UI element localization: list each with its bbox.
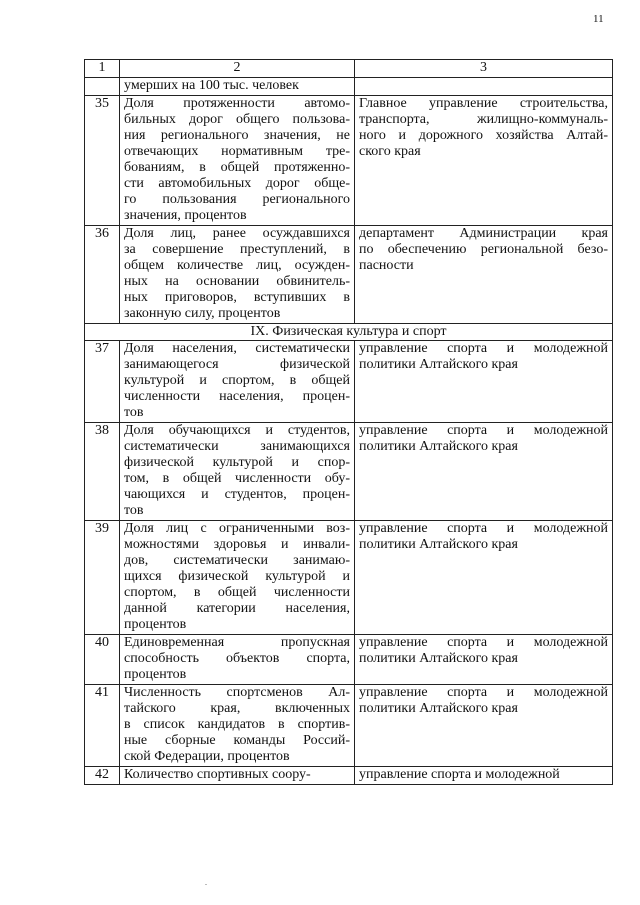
indicator-text-line: Количество спортивных соору-: [124, 767, 311, 782]
continuation-number-cell: [85, 78, 120, 96]
indicator-text-line: ных на основании обвинитель-: [124, 274, 350, 289]
responsible-cell: [355, 341, 613, 423]
indicator-text-line: Численность спортсменов Ал-: [124, 685, 350, 700]
responsible-cell: [355, 767, 613, 785]
responsible-text-line: политики Алтайского края: [359, 701, 518, 716]
responsible-text-line: транспорта, жилищно-коммуналь-: [359, 112, 608, 127]
indicator-text-line: физической культурой и спор-: [124, 455, 350, 470]
indicator-text-line: культурой и спортом, в общей: [124, 373, 350, 388]
indicator-text-line: Доля обучающихся и студентов,: [124, 423, 350, 438]
column-header-3: 3: [355, 60, 613, 78]
indicator-text-line: отвечающих нормативным тре-: [124, 144, 350, 159]
responsible-text-line: управление спорта и молодежной: [359, 635, 608, 650]
indicator-text-line: тов: [124, 503, 144, 518]
section-title: IX. Физическая культура и спорт: [85, 324, 613, 341]
responsible-text-line: политики Алтайского края: [359, 357, 518, 372]
indicator-text-line: в список кандидатов в спортив-: [124, 717, 350, 732]
table-header-row: [85, 60, 613, 78]
table-row: [85, 767, 613, 785]
row-number: 40: [85, 635, 120, 685]
indicator-text-line: ния регионального значения, не: [124, 128, 350, 143]
responsible-text-line: управление спорта и молодежной: [359, 423, 608, 438]
indicator-text-line: го пользования регионального: [124, 192, 350, 207]
indicator-text-line: способность объектов спорта,: [124, 651, 350, 666]
table-row: [85, 226, 613, 324]
row-number: 41: [85, 685, 120, 767]
indicators-table: [84, 59, 613, 785]
indicator-text-line: Доля лиц с ограниченными воз-: [124, 521, 350, 536]
responsible-cell: [355, 635, 613, 685]
continuation-responsible-cell: [355, 78, 613, 96]
indicator-text-line: ных приговоров, вступивших в: [124, 290, 350, 305]
table-row: [85, 635, 613, 685]
indicator-text-line: Доля лиц, ранее осуждавшихся: [124, 226, 350, 241]
indicator-text-line: бованиям, в общей протяженно-: [124, 160, 350, 175]
responsible-text-line: Главное управление строительства,: [359, 96, 608, 111]
indicator-text-line: общем количестве лиц, осужден-: [124, 258, 350, 273]
responsible-text-line: управление спорта и молодежной: [359, 767, 560, 782]
responsible-cell: [355, 226, 613, 324]
row-number: 42: [85, 767, 120, 785]
table-row: [85, 521, 613, 635]
continuation-indicator-cell: [120, 78, 355, 96]
indicator-cell: [120, 521, 355, 635]
responsible-cell: [355, 96, 613, 226]
table-row: [85, 423, 613, 521]
scan-speck: [205, 884, 207, 885]
responsible-text-line: ского края: [359, 144, 421, 159]
responsible-text-line: управление спорта и молодежной: [359, 341, 608, 356]
indicator-text-line: данной категории населения,: [124, 601, 350, 616]
indicator-text-line: дов, систематически занимаю-: [124, 553, 350, 568]
responsible-cell: [355, 521, 613, 635]
responsible-text-line: управление спорта и молодежной: [359, 521, 608, 536]
indicator-text-line: численности населения, процен-: [124, 389, 350, 404]
column-header-1: 1: [85, 60, 120, 78]
indicator-text-line: Доля протяженности автомо-: [124, 96, 350, 111]
row-number: 36: [85, 226, 120, 324]
indicator-cell: [120, 685, 355, 767]
indicator-cell: [120, 635, 355, 685]
responsible-text-line: политики Алтайского края: [359, 439, 518, 454]
indicator-text-line: систематически занимающихся: [124, 439, 350, 454]
indicator-text-line: значения, процентов: [124, 208, 247, 223]
responsible-text-line: ного и дорожного хозяйства Алтай-: [359, 128, 608, 143]
column-header-2: 2: [120, 60, 355, 78]
indicator-cell: [120, 767, 355, 785]
indicator-text-line: том, в общей численности обу-: [124, 471, 350, 486]
responsible-text-line: управление спорта и молодежной: [359, 685, 608, 700]
responsible-cell: [355, 423, 613, 521]
row-number: 35: [85, 96, 120, 226]
row-number: 38: [85, 423, 120, 521]
indicator-text-line: законную силу, процентов: [124, 306, 281, 321]
table-row: [85, 685, 613, 767]
indicator-text-line: бильных дорог общего пользова-: [124, 112, 350, 127]
responsible-cell: [355, 685, 613, 767]
indicator-text-line: процентов: [124, 667, 187, 682]
responsible-text-line: политики Алтайского края: [359, 537, 518, 552]
indicator-cell: [120, 226, 355, 324]
responsible-text-line: департамент Администрации края: [359, 226, 608, 241]
continuation-row: [85, 78, 613, 96]
indicator-cell: [120, 423, 355, 521]
row-number: 39: [85, 521, 120, 635]
indicator-text-line: за совершение преступлений, в: [124, 242, 350, 257]
page-number: 11: [593, 13, 604, 25]
indicator-text-line: сти автомобильных дорог обще-: [124, 176, 350, 191]
indicator-text-line: Единовременная пропускная: [124, 635, 350, 650]
responsible-text-line: по обеспечению региональной безо-: [359, 242, 608, 257]
indicator-text-line: занимающегося физической: [124, 357, 350, 372]
indicator-cell: [120, 96, 355, 226]
indicator-text-line: процентов: [124, 617, 187, 632]
responsible-text-line: политики Алтайского края: [359, 651, 518, 666]
indicator-text-line: чающихся и студентов, процен-: [124, 487, 350, 502]
indicator-text-line: ные сборные команды Россий-: [124, 733, 350, 748]
continuation-text: умерших на 100 тыс. человек: [124, 78, 299, 93]
table-row: [85, 96, 613, 226]
indicator-text-line: спортом, в общей численности: [124, 585, 350, 600]
responsible-text-line: пасности: [359, 258, 414, 273]
indicator-text-line: ской Федерации, процентов: [124, 749, 290, 764]
row-number: 37: [85, 341, 120, 423]
indicator-text-line: Доля населения, систематически: [124, 341, 350, 356]
indicator-cell: [120, 341, 355, 423]
indicator-text-line: тайского края, включенных: [124, 701, 350, 716]
indicator-text-line: тов: [124, 405, 144, 420]
table-row: [85, 341, 613, 423]
section-row: [85, 324, 613, 341]
indicator-text-line: щихся физической культурой и: [124, 569, 350, 584]
indicator-text-line: можностями здоровья и инвали-: [124, 537, 350, 552]
